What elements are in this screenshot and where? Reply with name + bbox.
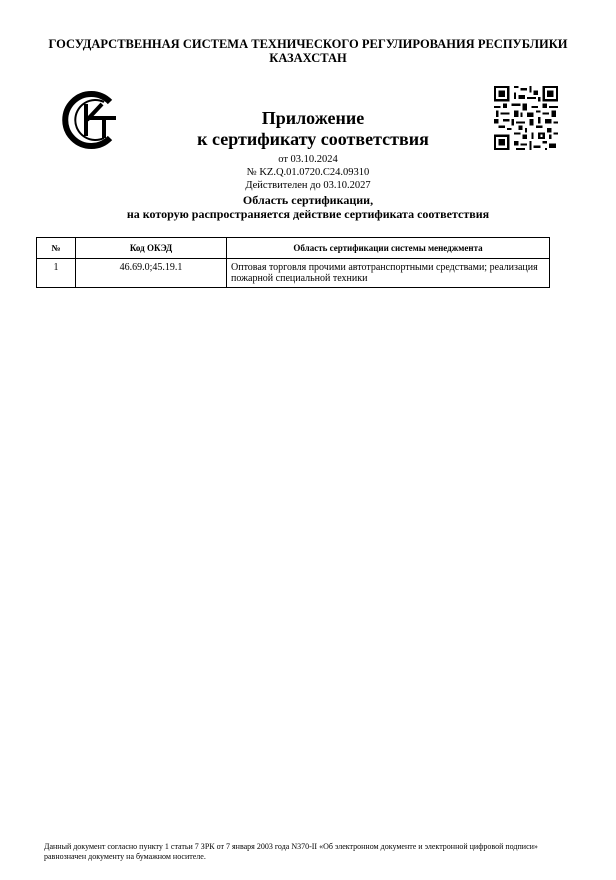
scope-line-1: Область сертификации, bbox=[242, 193, 374, 207]
document-header bbox=[20, 37, 596, 65]
scope-line-2: на которую распространяется действие сертификата соответствия bbox=[126, 207, 490, 221]
footer-line-2: равнозначен документу на бумажном носителе. bbox=[44, 852, 206, 861]
header-scope: Область сертификации системы менеджмента bbox=[227, 238, 550, 259]
scope-heading bbox=[20, 193, 596, 221]
footer-line-1: Данный документ согласно пункту 1 статьи 7 ЗРК от 7 января 2003 года N370-II «Об электронном документе и электронной цифровой подписи» bbox=[44, 842, 538, 851]
certification-scope-table bbox=[36, 237, 550, 288]
qr-code-icon bbox=[494, 86, 558, 150]
header-number: № bbox=[37, 238, 76, 259]
kt-certification-mark-icon bbox=[58, 88, 122, 152]
title-line-2: к сертификату соответствия bbox=[197, 129, 429, 149]
valid-until: Действителен до 03.10.2027 bbox=[245, 180, 371, 191]
issue-date: от 03.10.2024 bbox=[278, 154, 338, 165]
row-scope: Оптовая торговля прочими автотранспортными средствами; реализация пожарной специальной техники bbox=[227, 259, 550, 288]
header-oked-code: Код ОКЭД bbox=[76, 238, 227, 259]
header-line-2: КАЗАХСТАН bbox=[269, 51, 347, 65]
document-title bbox=[130, 108, 496, 150]
table-header-row bbox=[37, 238, 550, 259]
legal-footer bbox=[44, 842, 576, 862]
row-oked-code: 46.69.0;45.19.1 bbox=[76, 259, 227, 288]
row-number: 1 bbox=[37, 259, 76, 288]
certificate-number: № KZ.Q.01.0720.C24.09310 bbox=[246, 167, 370, 178]
table-row bbox=[37, 259, 550, 288]
header-line-1: ГОСУДАРСТВЕННАЯ СИСТЕМА ТЕХНИЧЕСКОГО РЕГУЛИРОВАНИЯ РЕСПУБЛИКИ bbox=[48, 37, 568, 51]
certificate-meta bbox=[140, 153, 476, 192]
title-line-1: Приложение bbox=[261, 108, 365, 128]
